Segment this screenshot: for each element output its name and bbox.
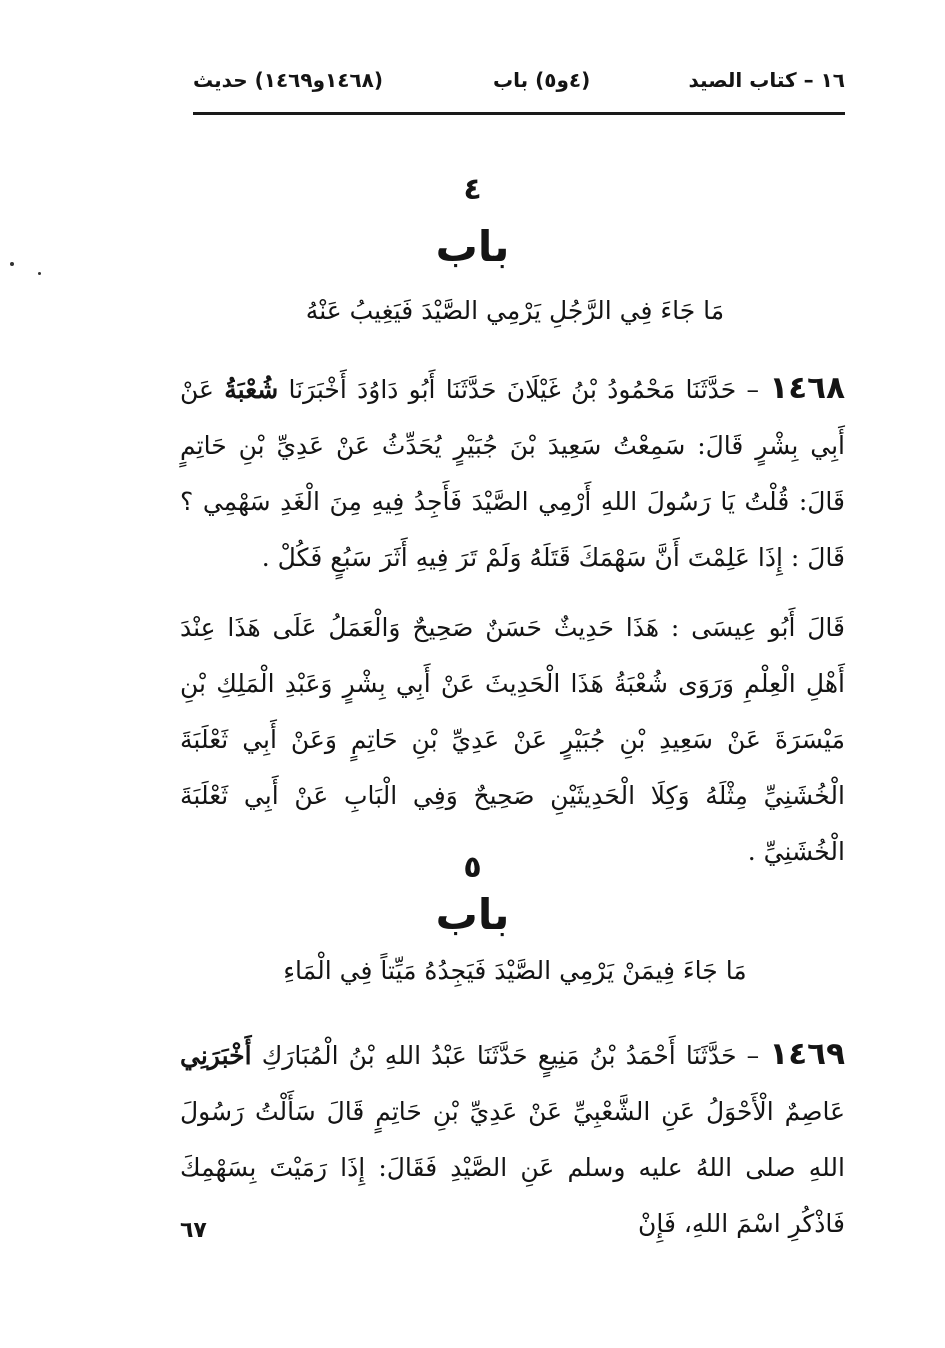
header-book-title: ١٦ – كتاب الصيد [688, 68, 845, 92]
section-number: ٤ [463, 172, 482, 207]
hadith-1468 [180, 360, 845, 586]
hadith-text-end: أَخْبَرَنِي [180, 1041, 252, 1070]
hadith-commentary: قَالَ أَبُو عِيسَى : هَذَا حَدِيثٌ حَسَنٌ صَحِيحٌ وَالْعَمَلُ عَلَى هَذَا عِنْدَ أَهْلِ الْعِلْمِ وَرَوَى شُعْبَةُ هَذَا الْحَدِيثَ عَنْ أَبِي بِشْرٍ وَعَبْدِ الْمَلِكِ بْنِ مَيْسَرَةَ عَنْ سَعِيدِ بْنِ جُبَيْرٍ عَنْ عَدِيِّ بْنِ حَاتِمٍ وَعَنْ أَبِي ثَعْلَبَةَ الْخُشَنِيِّ مِثْلَهُ وَكِلَا الْحَدِيثَيْنِ صَحِيحٌ وَفِي الْبَابِ عَنْ أَبِي ثَعْلَبَةَ الْخُشَنِيِّ . [180, 613, 845, 866]
hadith-text: – حَدَّثَنَا مَحْمُودُ بْنُ غَيْلَانَ حَدَّثَنَا أَبُو دَاوُدَ أَخْبَرَنَا [288, 375, 760, 404]
hadith-number: ١٤٦٩ [769, 1036, 845, 1072]
hadith-number: ١٤٦٨ [769, 370, 846, 406]
header-chapter-ref: (٤و٥) باب [493, 68, 591, 92]
scan-speck [10, 262, 14, 266]
hadith-text-end: شُعْبَةُ [224, 375, 279, 404]
page-number: ٦٧ [180, 1218, 207, 1243]
section-number: ٥ [463, 850, 482, 885]
section-title: مَا جَاءَ فِيمَنْ يَرْمِي الصَّيْدَ فَيَجِدُهُ مَيِّتاً فِي الْمَاءِ [283, 956, 747, 985]
header-divider [193, 112, 845, 115]
section-heading-bab: باب [435, 890, 510, 939]
scan-speck [38, 272, 41, 275]
hadith-text-continued: عَنْ أَبِي بِشْرٍ قَالَ: سَمِعْتُ سَعِيدَ بْنَ جُبَيْرٍ يُحَدِّثُ عَنْ عَدِيِّ بْنِ حَاتِمٍ قَالَ: قُلْتُ يَا رَسُولَ اللهِ أَرْمِي الصَّيْدَ فَأَجِدُ فِيهِ مِنَ الْغَدِ سَهْمِي ؟ قَالَ : إِذَا عَلِمْتَ أَنَّ سَهْمَكَ قَتَلَهُ وَلَمْ تَرَ فِيهِ أَثَرَ سَبُعٍ فَكُلْ . [180, 375, 845, 572]
hadith-text-continued: عَاصِمٌ الْأَحْوَلُ عَنِ الشَّعْبِيِّ عَنْ عَدِيِّ بْنِ حَاتِمٍ قَالَ سَأَلْتُ رَسُولَ اللهِ صلى اللهُ عليه وسلم عَنِ الصَّيْدِ فَقَالَ: إِذَا رَمَيْتَ بِسَهْمِكَ فَاذْكُرِ اسْمَ اللهِ، فَإِنْ [180, 1097, 845, 1238]
section-title: مَا جَاءَ فِي الرَّجُلِ يَرْمِي الصَّيْدَ فَيَغِيبُ عَنْهُ [305, 296, 725, 325]
header-hadith-ref: (١٤٦٨و١٤٦٩) حديث [193, 68, 383, 92]
hadith-text: – حَدَّثَنَا أَحْمَدُ بْنُ مَنِيعٍ حَدَّثَنَا عَبْدُ اللهِ بْنُ الْمُبَارَكِ [261, 1041, 760, 1070]
section-heading-bab: باب [435, 222, 510, 271]
running-header [193, 62, 845, 102]
